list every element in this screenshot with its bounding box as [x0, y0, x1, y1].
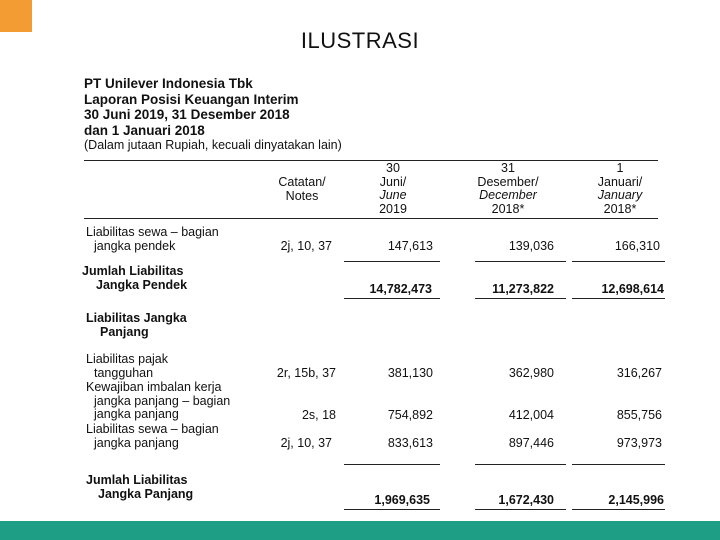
row-value-total-long-term-2018jan: 2,145,996 — [608, 493, 664, 507]
row-value-lease-short-term-2018dec: 139,036 — [508, 239, 554, 253]
row-value-deferred-tax-2018jan: 316,267 — [616, 366, 662, 380]
row-value-total-short-term-2019: 14,782,473 — [369, 282, 432, 296]
subtotal-rule-col3 — [572, 261, 665, 262]
row-label-lease-short-term: Liabilitas sewa – bagian jangka pendek — [86, 225, 219, 253]
row-value-employee-benefits-2018jan: 855,756 — [616, 408, 662, 422]
row-notes-deferred-tax: 2r, 15b, 37 — [276, 366, 336, 380]
subtotal-rule-long-col1 — [344, 464, 440, 465]
row-notes-lease-long-term: 2j, 10, 37 — [280, 436, 332, 450]
column-header-june-2019: 30 Juni/ June 2019 — [379, 161, 407, 216]
financial-statement — [84, 76, 664, 153]
statement-title: Laporan Posisi Keuangan Interim — [84, 91, 299, 107]
statement-dates-line1: 30 Juni 2019, 31 Desember 2018 — [84, 107, 290, 122]
column-header-december-2018: 31 Desember/ December 2018* — [477, 161, 539, 216]
row-value-lease-short-term-2018jan: 166,310 — [614, 239, 660, 253]
header-top-rule — [84, 160, 658, 161]
slide-title: ILUSTRASI — [300, 28, 420, 53]
column-header-january-2018: 1 Januari/ January 2018* — [597, 161, 643, 216]
total-rule-short-col1 — [344, 298, 440, 299]
column-header-notes: Catatan/ Notes — [278, 175, 326, 203]
statement-unit-note: (Dalam jutaan Rupiah, kecuali dinyatakan lain) — [84, 138, 342, 152]
row-value-deferred-tax-2019: 381,130 — [387, 366, 433, 380]
subtotal-rule-long-col2 — [475, 464, 566, 465]
footer-accent-bar — [0, 521, 720, 540]
subtotal-rule-col2 — [475, 261, 566, 262]
row-label-deferred-tax: Liabilitas pajak tangguhan — [86, 352, 168, 380]
total-rule-long-col1 — [344, 509, 440, 510]
row-notes-lease-short-term: 2j, 10, 37 — [280, 239, 332, 253]
total-rule-long-col3 — [572, 509, 665, 510]
header-bottom-rule — [84, 218, 658, 219]
row-label-employee-benefits: Kewajiban imbalan kerja jangka panjang – bagian jangka panjang — [86, 380, 231, 421]
row-label-total-short-term: Jumlah Liabilitas Jangka Pendek — [82, 264, 188, 292]
row-value-lease-short-term-2019: 147,613 — [387, 239, 433, 253]
row-value-employee-benefits-2018dec: 412,004 — [508, 408, 554, 422]
section-heading-long-term: Liabilitas Jangka Panjang — [86, 311, 187, 339]
row-value-lease-long-term-2018jan: 973,973 — [616, 436, 662, 450]
subtotal-rule-col1 — [344, 261, 440, 262]
row-label-total-long-term: Jumlah Liabilitas Jangka Panjang — [86, 473, 194, 501]
row-value-total-long-term-2019: 1,969,635 — [374, 493, 430, 507]
row-value-total-long-term-2018dec: 1,672,430 — [498, 493, 554, 507]
row-value-deferred-tax-2018dec: 362,980 — [508, 366, 554, 380]
total-rule-short-col3 — [572, 298, 665, 299]
subtotal-rule-long-col3 — [572, 464, 665, 465]
total-rule-short-col2 — [475, 298, 566, 299]
company-name: PT Unilever Indonesia Tbk — [84, 76, 253, 91]
row-value-total-short-term-2018jan: 12,698,614 — [601, 282, 664, 296]
total-rule-long-col2 — [475, 509, 566, 510]
row-notes-employee-benefits: 2s, 18 — [301, 408, 336, 422]
statement-dates-line2: dan 1 Januari 2018 — [84, 122, 205, 138]
row-label-lease-long-term: Liabilitas sewa – bagian jangka panjang — [86, 422, 219, 450]
row-value-lease-long-term-2019: 833,613 — [387, 436, 433, 450]
row-value-lease-long-term-2018dec: 897,446 — [508, 436, 554, 450]
row-value-employee-benefits-2019: 754,892 — [387, 408, 433, 422]
row-value-total-short-term-2018dec: 11,273,822 — [492, 282, 554, 296]
